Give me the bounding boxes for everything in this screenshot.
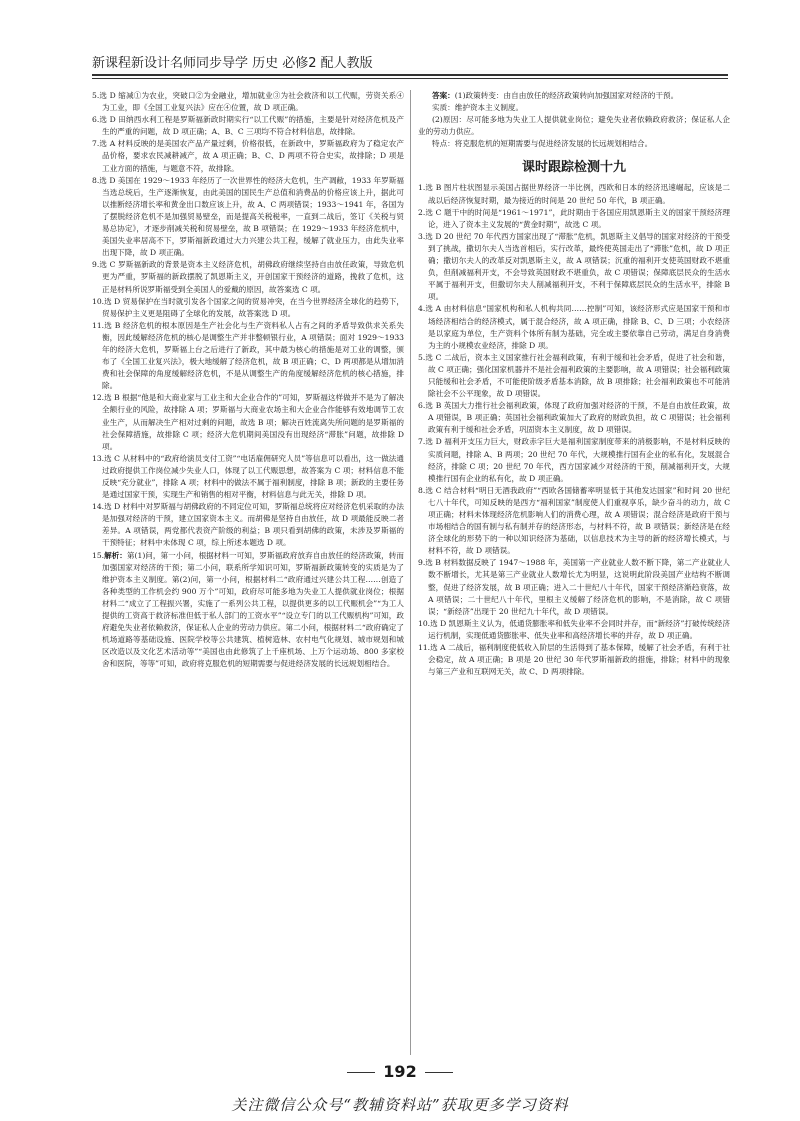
answer-paragraph (418, 138, 730, 150)
right-items (418, 182, 730, 678)
answer-item-number: 3. (418, 231, 426, 241)
footer-note: 关注微信公众号“教辅资料站”获取更多学习资料 (231, 1096, 569, 1114)
answer-item-text: 选 D 美国在 1929～1933 年经历了一次世界性的经济大危机，生产凋敝，1933 年罗斯福当选总统后，生产逐渐恢复，由此美国的国民生产总值和消费品的价格应该上升，据此可以推断经济增长率和黄金出口数应该上升，故 A、C 两项错误；1933～1941 年，各国为了摆脱经济危机不是加强贸易壁垒，而是提高关税税率，一直到二战后，签订《关税与贸易总协定》，才逐步削减关税和贸易壁垒，故 B 项错误；在 1929～1933 年经济危机中，美国失业率居高不下，罗斯福新政通过大力兴建公共工程，缓解了就业压力，由此失业率出现下降，故 D 项正确。 (99, 175, 404, 258)
answer-item-number: 11. (418, 643, 431, 653)
answer-item-number: 7. (418, 437, 426, 447)
header-rule (92, 74, 728, 76)
answer-label: 答案： (432, 91, 455, 100)
answer-item-number: 13. (92, 453, 105, 463)
answer-item (418, 642, 730, 678)
answer-paragraph (418, 114, 730, 138)
answer-item-number: 9. (418, 558, 426, 568)
answer-item-text: 选 D 凯恩斯主义认为，低通货膨胀率和低失业率不会同时并存，而“新经济”打破传统经济运行机制，实现低通货膨胀率、低失业率和高经济增长率的并存，故 D 项正确。 (428, 618, 730, 640)
answer-item-number: 1. (418, 183, 426, 193)
answer-item-text: 选 D 材料中对罗斯福与胡佛政府的不同定位可知，罗斯福总统将应对经济危机采取的办法是加强对经济的干预，建立国家资本主义。而胡佛是坚持自由放任，故 D 项最能反映二者差异。A 项错误，两党都代表资产阶级的利益；B 项只看到胡佛的政策，未涉及罗斯福的干预特征；材料中未体现 C 项，综上所述本题选 D 项。 (102, 502, 404, 548)
answer-item-number: 8. (418, 485, 426, 495)
answer-item-number: 6. (418, 401, 426, 411)
answer-item-text: 选 C 题干中的时间是“1961～1971”，此时期由于各国应用凯恩斯主义的国家干预经济理论，进入了资本主义发展的“黄金时期”，故选 C 项。 (425, 207, 730, 229)
answer-item-number: 10. (418, 618, 431, 628)
answer-item-text: 选 A 材料反映的是美国农产品产量过剩，价格很低，在新政中，罗斯福政府为了稳定农产品价格，要求农民减耕减产，故 A 项正确；B、C、D 两项不符合史实，故排除；D 项是工业方面的措施，与题意不符，故排除。 (99, 139, 404, 173)
answer-item (418, 303, 730, 351)
answer-item-text: 选 D 缩减①为农业，突破口②为金融业，增加就业③为社会救济和以工代赈，劳资关系④为工业，即《全国工业复兴法》应在④位置，故 D 项正确。 (99, 91, 404, 113)
answer-item-text: 选 B 经济危机的根本原因是生产社会化与生产资料私人占有之间的矛盾导致供求关系失衡，因此缓解经济危机的核心是调整生产并非整顿银行业，A 项错误；面对 1929～1933 年的经济大危机，罗斯福上台之后进行了新政，其中最为核心的措施是对工业的调整，颁布了《全国工业复兴法》，极大地缓解了经济危机，故 B 项正确；C、D 两项都是从增加消费和社会保障的角度缓解经济危机，不是从调整生产的角度缓解经济危机的核心措施，排除。 (102, 320, 404, 391)
answer-item (418, 231, 730, 304)
answer-paragraph-text: (1)政策转变：由自由放任的经济政策转向加强国家对经济的干预。 (454, 91, 679, 100)
page-number: 192 (383, 1062, 417, 1081)
page-number-dash-left (347, 1072, 375, 1073)
answer-item-number: 5. (418, 352, 426, 362)
answer-item (418, 485, 730, 558)
analysis-label: 解析： (104, 550, 127, 560)
column-divider (410, 90, 411, 1055)
answer-item-number: 5. (92, 91, 100, 100)
answer-item (418, 182, 730, 206)
page-number-dash-right (425, 1072, 453, 1073)
answer-item (92, 550, 404, 671)
answer-item-text: 选 D 田纳西水利工程是罗斯福新政时期实行“以工代赈”的措施，主要是针对经济危机及产生的严重的问题，故 D 项正确；A、B、C 三项均不符合材料信息，故排除。 (99, 115, 404, 137)
answer-item (418, 436, 730, 484)
answer-item-number: 11. (92, 320, 105, 330)
answer-paragraph-text: (2)原因：尽可能多地为失业工人提供就业岗位；避免失业者依赖政府救济；保证私人企业的劳动力供应。 (418, 115, 730, 137)
answer-item-text: 选 B 根据“他是和大商业家与工业主和大企业合作的”可知，罗斯福这样做并不是为了解决全额行业的风险，故排除 A 项；罗斯福与大商业农场主和大企业合作能够有效地调节工农业生产，从而解决生产相对过剩的问题，故选 B 项；解决百姓流离失所问题的是罗斯福的社会保障措施，故排除 C 项；经济大危机期间美国没有出现经济“滞胀”问题，故排除 D 项。 (102, 393, 404, 451)
answer-item (92, 453, 404, 501)
answer-item (418, 352, 730, 400)
answer-item-text: 选 B 英国大力推行社会福利政策，体现了政府加强对经济的干预，不是自由放任政策，故 A 项错误，B 项正确；英国社会福利政策加大了政府的财政负担，故 C 项错误；社会福利政策有利于缓和社会矛盾，巩固资本主义制度，故 D 项错误。 (425, 401, 730, 435)
answer-paragraph-text: 实质：维护资本主义制度。 (432, 103, 524, 113)
answer-item (92, 392, 404, 452)
answer-item-text: 选 B 图片柱状图显示美国占据世界经济一半比例，西欧和日本的经济迅速崛起，应该是二战以后经济恢复时期，最为接近的时间是 20 世纪 50 年代，B 项正确。 (425, 183, 730, 205)
answer-item-text: 选 C 罗斯福新政的背景是资本主义经济危机，胡佛政府继续坚持自由放任政策，导致危机更为严重，罗斯福的新政摆脱了凯恩斯主义，开创国家干预经济的道路，挽救了危机，这正是材料所说罗斯福受到全美国人的爱戴的原因，故答案选 C 项。 (99, 260, 404, 294)
answer-item-number: 8. (92, 175, 100, 185)
answer-item-number: 2. (418, 207, 426, 217)
answer-item-text: 选 A 由材料信息“国家机构和私人机构共同……控制”可知，该经济形式应是国家干预和市场经济相结合的经济模式，属于混合经济，故 A 项正确，排除 B、C、D 三项；小农经济是以家庭为单位，生产资料个体所有制为基础，完全或主要依靠自己劳动，满足自身消费为主的小规模农业经济，排除 D 项。 (425, 304, 730, 350)
page-number-row (0, 1062, 800, 1081)
header-rule-thin (92, 78, 728, 79)
answer-item (92, 114, 404, 138)
answer-item (92, 175, 404, 260)
answer-item-number: 9. (92, 260, 100, 270)
answer-item-number: 14. (92, 502, 105, 512)
answer-paragraph (418, 90, 730, 102)
answer-item (418, 400, 730, 436)
answer-item (92, 320, 404, 393)
answer-item (92, 138, 404, 174)
answer-item-number: 10. (92, 296, 105, 306)
answer-block (418, 90, 730, 150)
answer-item-number: 7. (92, 139, 100, 149)
answer-item-text: 选 C 结合材料“明日无酒我政府”“西欧各国储蓄率明显低于其他发达国家”和时间 20 世纪七八十年代，可知反映的是西方“福利国家”制度使人们重视享乐，缺少奋斗的动力，故 C 项正确；材料未体现经济危机影响人们的消费心理，故 A 项错误；混合经济是政府干预与市场相结合的国有制与私有制并存的经济形态，与材料不符，故 B 项错误；新经济是在经济全球化的形势下的一种以知识经济为基础，以信息技术为主导的新的经济增长模式，与材料不符，故 D 项错误。 (425, 485, 730, 556)
answer-item (418, 618, 730, 642)
answer-item-number: 6. (92, 115, 100, 125)
right-column (418, 90, 730, 678)
left-column (92, 90, 404, 671)
answer-item-number: 12. (92, 393, 105, 403)
answer-item (92, 259, 404, 295)
answer-item (418, 557, 730, 617)
section-title: 课时跟踪检测十九 (521, 160, 626, 176)
answer-item (92, 90, 404, 114)
answer-item-text: 选 C 二战后，资本主义国家推行社会福利政策，有利于缓和社会矛盾，促进了社会和谐，故 C 项正确；强化国家机器并不是社会福利政策的主要影响，故 A 项错误；社会福利政策只能缓和社会矛盾，不可能使阶级矛盾基本消除，故 B 项排除；社会福利政策也不可能消除社会不公平现象，故 D 项错误。 (425, 352, 730, 399)
answer-item-text: 选 A 二战后，福利制度使低收入阶层的生活得到了基本保障，缓解了社会矛盾，有利于社会稳定，故 A 项正确；B 项是 20 世纪 30 年代罗斯福新政的措施，排除；材料中的现象与第三产业和互联网无关，故 C、D 两项排除。 (428, 643, 730, 677)
answer-item-text: 选 D 福利开支压力巨大，财政赤字巨大是福利国家制度带来的消极影响，不是材料反映的实质问题，排除 A、B 两项；20 世纪 70 年代，大规模推行国有企业的私有化，发展混合经济，排除 C 项；20 世纪 70 年代，西方国家减少对经济的干预，削减福利开支，大规模推行国有企业的私有化，故 D 项正确。 (425, 437, 730, 483)
answer-paragraph-text: 特点：将克服危机的短期需要与促进经济发展的长远规划相结合。 (432, 139, 653, 149)
page-header: 新课程新设计名师同步导学 历史 必修2 配人教版 (92, 56, 373, 71)
answer-item-number: 15. (92, 550, 105, 560)
answer-item (92, 501, 404, 549)
answer-item-text: 第(1)问，第一小问，根据材料一可知，罗斯福政府放弃自由放任的经济政策，转而加强国家对经济的干预；第二小问，联系所学知识可知，罗斯福新政策转变的实质是为了维护资本主义制度。第(2)问，第一小问，根据材料二“政府通过兴建公共工程……创造了各种类型的工作机会约 900 万个”可知，政府尽可能多地为失业工人提供就业岗位；根据材料二“成立了工程振兴署，实施了一系列公共工程，以提供更多的以工代赈机会”“为工人提供的工资高于救济标准但低于私人部门的工资水平”“设立专门的以工代赈机构”可知，政府避免失业者依赖救济，保证私人企业的劳动力供应。第二小问，根据材料二“政府确定了机场道路等基础设施、医院学校等公共建筑、植树造林、农村电气化规划、城市规划和城区改造以及文化艺术活动等”“美国也由此修筑了上千座机场、上万个运动场、800 多家校舍和医院，等等”可知，政府将克服危机的短期需要与促进经济发展的长远规划相结合。 (102, 550, 404, 669)
answer-item-text: 选 C 从材料中的“政府给演员支付工资”“电话雇佣研究人员”等信息可以看出，这一做法通过政府提供工作岗位减少失业人口，体现了以工代赈思想，故答案为 C 项；材料信息不能反映“充分就业”，排除 A 项；材料中的做法不属于福利制度，排除 B 项；新政的主要任务是通过国家干预，实现生产和销售的相对平衡，材料信息与此无关，排除 D 项。 (102, 453, 404, 500)
answer-paragraph (418, 102, 730, 114)
answer-item-text: 选 D 贸易保护在当时就引发各个国家之间的贸易冲突，在当今世界经济全球化的趋势下，贸易保护主义更是阻碍了全球化的发展，故答案选 D 项。 (102, 296, 404, 318)
answer-item (418, 207, 730, 231)
answer-item-text: 选 B 材料数据反映了 1947～1988 年，美国第一产业就业人数不断下降，第二产业就业人数不断增长，尤其是第三产业就业人数增长尤为明显，这说明此阶段美国产业结构不断调整，促进了经济发展，故 B 项正确；进入二十世纪八十年代，国家干预经济渐趋衰落，故 A 项错误；二十世纪八十年代，里根主义缓解了经济危机的影响，不是消除，故 C 项错误；“新经济”出现于 20 世纪九十年代，故 D 项错误。 (425, 558, 730, 616)
answer-item (92, 296, 404, 320)
answer-item-number: 4. (418, 304, 426, 314)
answer-item-text: 选 D 20 世纪 70 年代西方国家出现了“滞胀”危机，凯恩斯主义倡导的国家对经济的干预受到了挑战，撒切尔夫人当选首相后，实行改革，最终使英国走出了“滞胀”危机，故 D 项正确；撒切尔夫人的改革反对凯恩斯主义，故 A 项错误；沉重的福利开支使英国财政不堪重负，但削减福利开支，不会导致英国财政不堪重负，故 C 项错误；保障底层民众的生活水平属于福利开支，但撒切尔夫人削减福利开支，不利于保障底层民众的生活水平，排除 B 项。 (425, 231, 730, 302)
